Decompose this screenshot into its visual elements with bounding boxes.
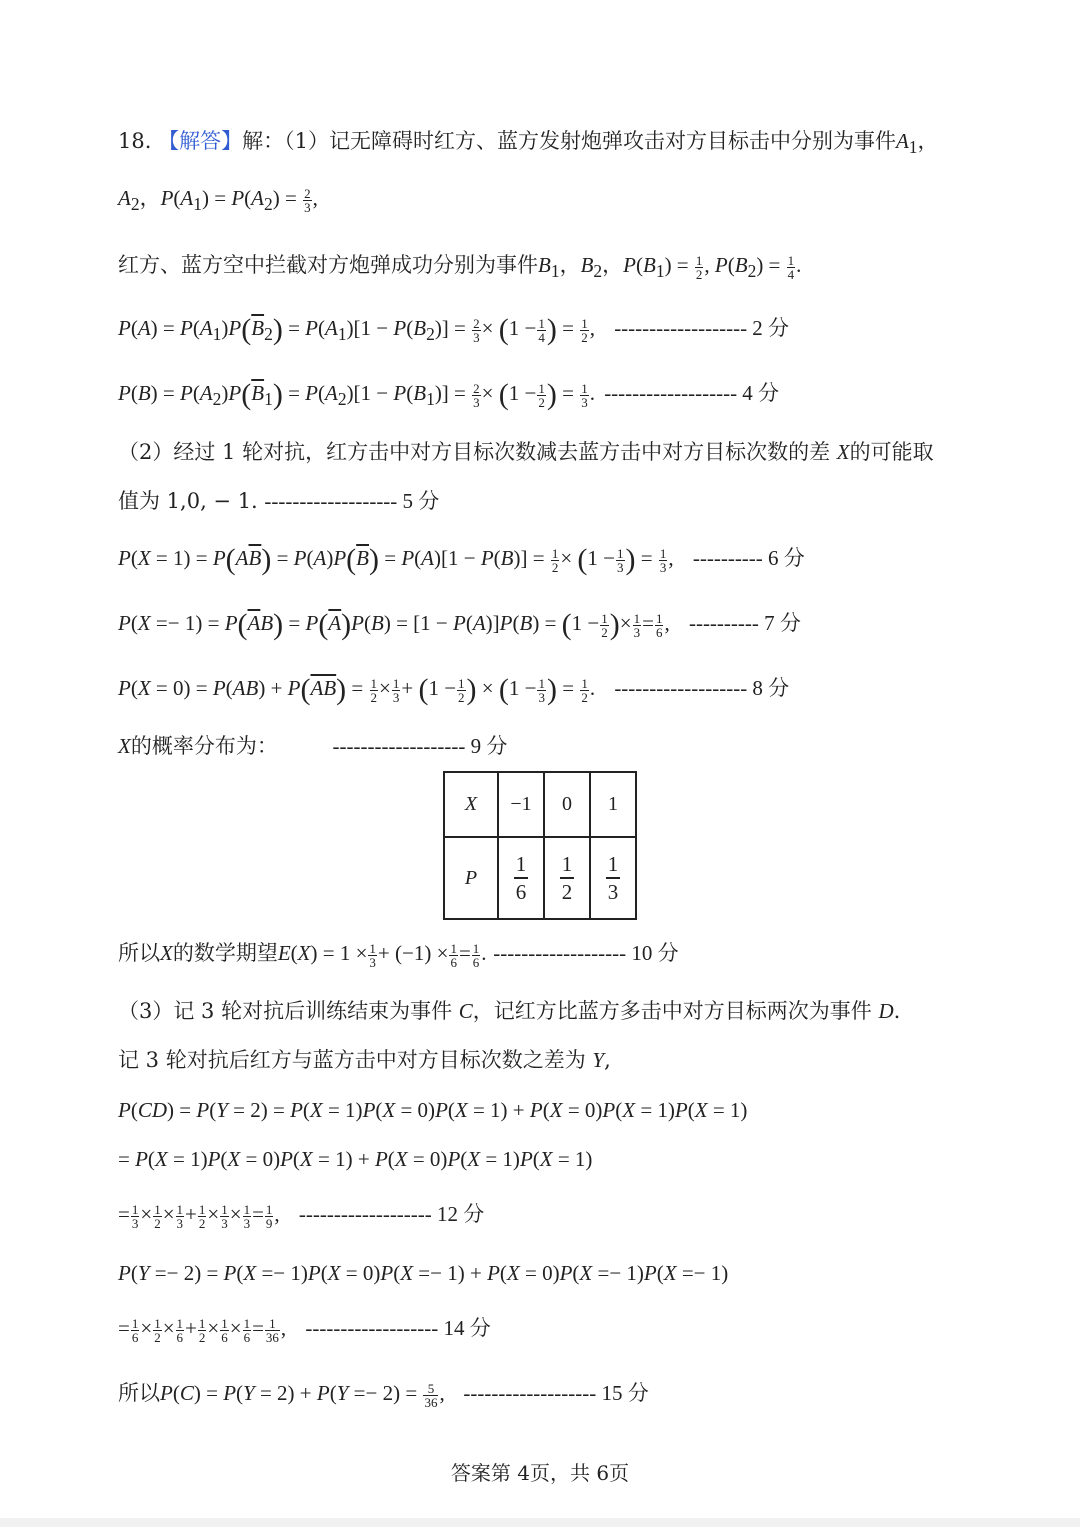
part2-line-1: （2）经过 1 轮对抗，红方击中对方目标次数减去蓝方击中对方目标次数的差 X的可能取 bbox=[118, 440, 934, 464]
score-2: ------------------- 2 分 bbox=[614, 316, 790, 340]
table-cell: $\frac{1}{3}$ bbox=[590, 837, 636, 919]
score-12: ------------------- 12 分 bbox=[298, 1202, 485, 1226]
score-7: ---------- 7 分 bbox=[688, 611, 801, 635]
score-14: ------------------- 14 分 bbox=[305, 1316, 491, 1340]
probability-table bbox=[443, 771, 637, 920]
formula-PYneg2: P(Y =− 2) = P(X =− 1)P(X = 0)P(X =− 1) + P(X = 0)P(X =− 1)P(X =− 1) bbox=[118, 1261, 729, 1285]
score-15: ------------------- 15 分 bbox=[463, 1381, 649, 1405]
formula-PX0: $P(X = 0) = P(AB) + P(\overline{AB})$ = $\frac{1}{2}$ × $\frac{1}{3}$ + (1 − $\frac{1}{2}$ ) × (1 − $\frac{1}{3}$ ) = $\frac{1}{2}$ . ------------------- 8 分 bbox=[118, 673, 790, 707]
part2-line-2: 值为 1,0, − 1. ------------------- 5 分 bbox=[118, 489, 440, 513]
formula-PCD-2: = P(X = 1)P(X = 0)P(X = 1) + P(X = 0)P(X = 1)P(X = 1) bbox=[118, 1147, 593, 1171]
table-cell: P bbox=[444, 837, 498, 919]
score-4: ------------------- 4 分 bbox=[604, 381, 780, 405]
table-cell: $\frac{1}{6}$ bbox=[498, 837, 544, 919]
line-3: 红方、蓝方空中拦截对方炮弹成功分别为事件$B_1$，$B_2$，$P(B_1)$ = $\frac{1}{2}$ , $P(B_2)$ = $\frac{1}{4}$ . bbox=[118, 252, 802, 282]
table-cell: X bbox=[444, 772, 498, 837]
answer-tag: 【解答】 bbox=[158, 129, 243, 153]
formula-PCD-3: = $\frac{1}{3}$ × $\frac{1}{2}$ × $\frac{1}{3}$ + $\frac{1}{2}$ × $\frac{1}{3}$ × $\frac{1}{3}$ = $\frac{1}{9}$ , ------------------- 12 分 bbox=[118, 1201, 485, 1231]
score-5: ------------------- 5 分 bbox=[264, 489, 440, 513]
score-8: ------------------- 8 分 bbox=[614, 676, 790, 700]
table-cell: −1 bbox=[498, 772, 544, 837]
score-9: ------------------- 9 分 bbox=[332, 734, 508, 758]
distribution-label: X的概率分布为： ------------------- 9 分 bbox=[118, 734, 508, 758]
formula-PB: $P(B) = P(A_2)P(\overline{B}_1) = P(A_2)[1 - P(B_1)]$ = $\frac{2}{3}$ × (1 − $\frac{1}{2}$ ) = $\frac{1}{3}$ . ------------------- 4 分 bbox=[118, 378, 780, 412]
page-footer: 答案第 4页，共 6页 bbox=[450, 1461, 630, 1485]
intro-text: 解：（1）记无障碍时红方、蓝方发射炮弹攻击对方目标击中分别为事件 bbox=[242, 129, 896, 153]
formula-PCD: P(CD) = P(Y = 2) = P(X = 1)P(X = 0)P(X = 1) + P(X = 0)P(X = 1)P(X = 1) bbox=[118, 1098, 748, 1122]
formula-PXneg1: $P(X =- 1) = P(\overline{A}B) = P(\overline{A})P(B) = [1 - P(A)]P(B) = (1$ − $\frac{1}{2}$ )× $\frac{1}{3}$ = $\frac{1}{6}$ , ---------- 7 分 bbox=[118, 608, 801, 642]
table-row bbox=[444, 772, 636, 837]
line-2: $A_2$，$P(A_1) = P(A_2)$ = $\frac{2}{3}$ , bbox=[118, 185, 318, 215]
formula-PA: $P(A) = P(A_1)P(\overline{B}_2) = P(A_1)[1 - P(B_2)]$ = $\frac{2}{3}$ × (1 − $\frac{1}{4}$ ) = $\frac{1}{2}$ , ------------------- 2 分 bbox=[118, 313, 790, 347]
table-cell: 1 bbox=[590, 772, 636, 837]
part3-line-2: 记 3 轮对抗后红方与蓝方击中对方目标次数之差为 Y, bbox=[118, 1048, 611, 1072]
final-line: 所以P(C) = P(Y = 2) + P(Y =− 2) = $\frac{5}{36}$ , ------------------- 15 分 bbox=[118, 1380, 649, 1410]
score-10: ------------------- 10 分 bbox=[493, 941, 679, 965]
table-row bbox=[444, 837, 636, 919]
formula-PYneg2-2: = $\frac{1}{6}$ × $\frac{1}{2}$ × $\frac{1}{6}$ + $\frac{1}{2}$ × $\frac{1}{6}$ × $\frac{1}{6}$ = $\frac{1}{36}$ , ------------------- 14 分 bbox=[118, 1315, 491, 1345]
expectation-line: 所以X的数学期望E(X) = 1 × $\frac{1}{3}$ + (−1) × $\frac{1}{6}$ = $\frac{1}{6}$ . ------------------- 10 分 bbox=[118, 940, 679, 970]
table-cell: $\frac{1}{2}$ bbox=[544, 837, 590, 919]
question-number: 18. bbox=[118, 129, 152, 153]
table-cell: 0 bbox=[544, 772, 590, 837]
score-6: ---------- 6 分 bbox=[692, 546, 805, 570]
bottom-bar bbox=[0, 1518, 1080, 1527]
formula-PX1: $P(X = 1) = P(A\overline{B}) = P(A)P(\overline{B}) = P(A)[1 - P(B)]$ = $\frac{1}{2}$ × (1 − $\frac{1}{3}$ ) = $\frac{1}{3}$ , ---------- 6 分 bbox=[118, 543, 805, 577]
part3-line-1: （3）记 3 轮对抗后训练结束为事件 C，记红方比蓝方多击中对方目标两次为事件 D. bbox=[118, 999, 901, 1023]
line-1: 18. 【解答】解：（1）记无障碍时红方、蓝方发射炮弹攻击对方目标击中分别为事件$A_1$， bbox=[118, 129, 939, 158]
